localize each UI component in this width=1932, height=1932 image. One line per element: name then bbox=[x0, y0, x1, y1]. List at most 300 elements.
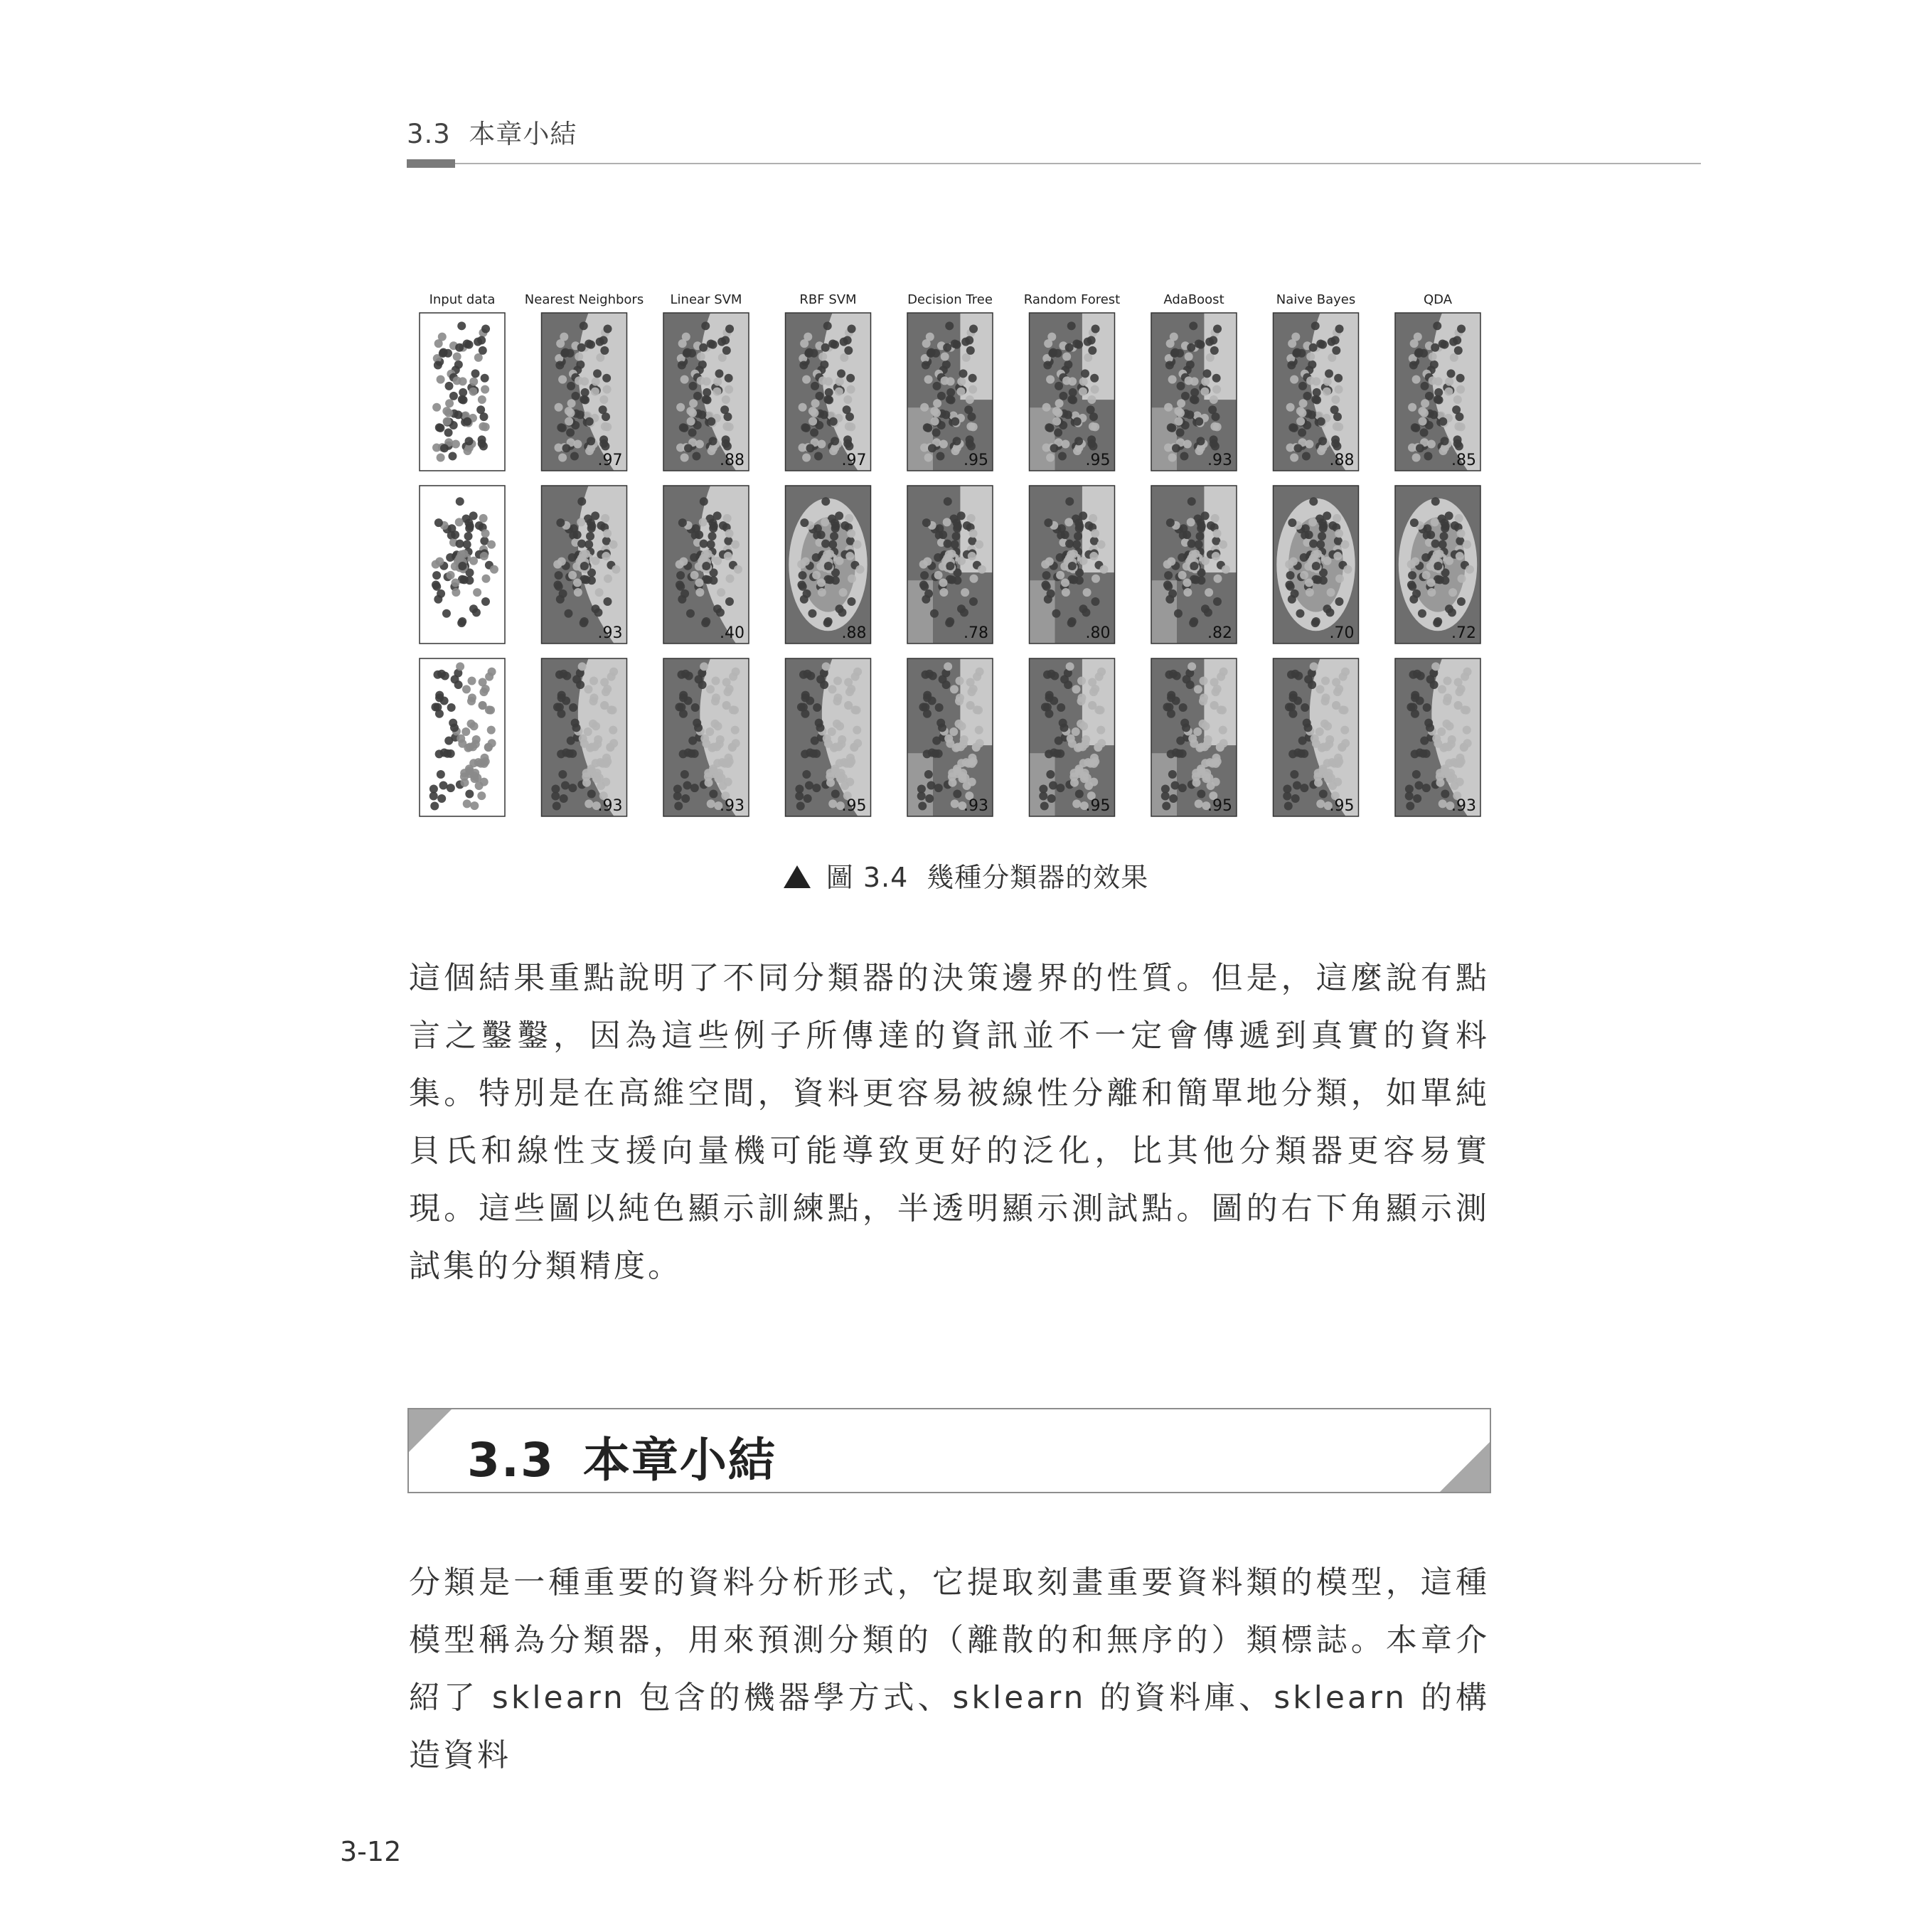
data-point bbox=[1408, 571, 1416, 580]
data-point bbox=[1455, 688, 1463, 696]
data-point bbox=[723, 442, 732, 450]
data-point bbox=[1310, 662, 1318, 671]
classifier-grid-svg bbox=[412, 288, 1493, 828]
data-point bbox=[718, 353, 727, 362]
column-title: RBF SVM bbox=[799, 292, 857, 307]
data-point bbox=[1172, 444, 1180, 452]
data-point bbox=[1218, 706, 1227, 715]
data-point bbox=[1456, 385, 1465, 394]
data-point bbox=[1183, 440, 1192, 449]
data-point bbox=[1335, 324, 1344, 333]
data-point bbox=[461, 727, 470, 736]
data-point bbox=[804, 333, 812, 341]
data-point bbox=[1420, 737, 1429, 745]
data-point bbox=[799, 361, 808, 369]
data-point bbox=[931, 417, 939, 426]
data-point bbox=[485, 673, 493, 681]
data-point bbox=[812, 784, 821, 792]
data-point bbox=[1165, 671, 1173, 679]
data-point bbox=[968, 374, 977, 383]
data-point bbox=[455, 518, 464, 526]
heading-corner-bottom-right bbox=[1440, 1442, 1490, 1492]
data-point bbox=[847, 757, 855, 766]
subplot bbox=[907, 658, 993, 816]
data-point bbox=[1409, 671, 1417, 679]
column-title: Input data bbox=[429, 292, 496, 307]
data-point bbox=[1075, 742, 1084, 751]
data-point bbox=[567, 399, 576, 407]
data-point bbox=[828, 685, 836, 693]
data-point bbox=[840, 521, 849, 530]
accuracy-score: .40 bbox=[720, 624, 744, 642]
data-point bbox=[477, 791, 486, 800]
data-point bbox=[1091, 529, 1099, 538]
data-point bbox=[802, 454, 811, 462]
data-point bbox=[688, 428, 697, 437]
data-point bbox=[689, 382, 698, 390]
data-point bbox=[437, 375, 445, 384]
data-point bbox=[824, 562, 833, 570]
data-point bbox=[1341, 540, 1350, 549]
data-point bbox=[436, 424, 444, 432]
data-point bbox=[855, 565, 864, 574]
data-point bbox=[1452, 405, 1461, 414]
data-point bbox=[451, 530, 459, 539]
data-point bbox=[1463, 726, 1471, 735]
data-point bbox=[553, 580, 562, 589]
data-point bbox=[1424, 452, 1432, 461]
data-point bbox=[469, 378, 478, 386]
data-point bbox=[480, 552, 489, 560]
data-point bbox=[812, 553, 821, 562]
data-point bbox=[1197, 522, 1206, 530]
data-point bbox=[967, 442, 976, 450]
data-point bbox=[481, 757, 490, 766]
data-point bbox=[695, 588, 704, 597]
data-point bbox=[592, 378, 600, 386]
data-point bbox=[1066, 662, 1074, 671]
data-point bbox=[572, 723, 581, 732]
data-point bbox=[1073, 417, 1082, 426]
data-point bbox=[1087, 336, 1096, 344]
data-point bbox=[585, 339, 593, 348]
column-title: Nearest Neighbors bbox=[524, 292, 644, 307]
data-point bbox=[679, 693, 688, 702]
data-point bbox=[677, 703, 685, 712]
data-point bbox=[1319, 522, 1328, 530]
data-point bbox=[695, 440, 704, 449]
data-point bbox=[1067, 619, 1076, 627]
data-point bbox=[1200, 677, 1208, 685]
data-point bbox=[1188, 662, 1196, 671]
data-point bbox=[845, 552, 854, 560]
data-point bbox=[1313, 395, 1321, 404]
data-point bbox=[934, 749, 943, 758]
data-point bbox=[823, 619, 832, 627]
body-paragraph-2: 分類是一種重要的資料分析形式，它提取刻畫重要資料類的模型，這種模型稱為分類器，用來預測分類的（離散的和無序的）類標誌。本章介紹了 sklearn 包含的機器學方式、sklearn 的資料庫、sklearn 的構造資料 bbox=[409, 1564, 1490, 1773]
data-point bbox=[1426, 578, 1435, 587]
data-point bbox=[1302, 452, 1311, 461]
data-point bbox=[922, 518, 931, 527]
data-point bbox=[1416, 444, 1424, 452]
data-point bbox=[434, 518, 443, 527]
data-point bbox=[453, 353, 461, 361]
data-point bbox=[1043, 671, 1052, 679]
data-point bbox=[922, 595, 930, 604]
data-point bbox=[917, 791, 926, 800]
data-point bbox=[927, 349, 935, 358]
data-point bbox=[1414, 333, 1422, 341]
data-point bbox=[1309, 497, 1318, 506]
data-point bbox=[700, 540, 708, 548]
data-point bbox=[698, 410, 706, 419]
data-point bbox=[715, 369, 724, 378]
data-point bbox=[1177, 382, 1185, 390]
data-point bbox=[1422, 749, 1431, 758]
data-point bbox=[1288, 595, 1296, 604]
data-point bbox=[1170, 333, 1178, 341]
data-point bbox=[457, 619, 466, 627]
data-point bbox=[434, 361, 442, 369]
data-point bbox=[813, 703, 821, 712]
data-point bbox=[845, 442, 853, 450]
data-point bbox=[1432, 735, 1441, 743]
data-point bbox=[1193, 727, 1202, 736]
data-point bbox=[964, 405, 973, 414]
data-point bbox=[587, 576, 596, 585]
data-point bbox=[686, 609, 695, 618]
data-point bbox=[921, 671, 929, 679]
data-point bbox=[707, 799, 715, 808]
data-point bbox=[586, 532, 594, 540]
data-point bbox=[578, 662, 587, 671]
data-point bbox=[1197, 576, 1205, 585]
data-point bbox=[1064, 361, 1072, 369]
data-point bbox=[845, 514, 853, 523]
data-point bbox=[560, 349, 569, 358]
data-point bbox=[1041, 580, 1050, 589]
data-point bbox=[435, 557, 444, 566]
data-point bbox=[1457, 529, 1466, 538]
data-point bbox=[1202, 769, 1211, 777]
data-point bbox=[732, 739, 740, 747]
data-point bbox=[1405, 791, 1414, 800]
accuracy-score: .95 bbox=[1329, 797, 1355, 815]
data-point bbox=[1431, 662, 1440, 671]
data-point bbox=[1431, 343, 1439, 352]
column-title: Linear SVM bbox=[670, 292, 742, 307]
data-point bbox=[1169, 794, 1178, 803]
data-point bbox=[1331, 395, 1340, 404]
data-point bbox=[1423, 703, 1431, 712]
subplot bbox=[907, 313, 993, 471]
data-point bbox=[943, 343, 951, 352]
data-point bbox=[555, 571, 563, 580]
data-point bbox=[1339, 673, 1347, 681]
accuracy-score: .95 bbox=[1085, 452, 1111, 469]
data-point bbox=[1306, 353, 1315, 361]
data-point bbox=[1077, 677, 1086, 685]
accuracy-score: .97 bbox=[841, 452, 867, 469]
data-point bbox=[486, 706, 495, 715]
data-point bbox=[1190, 562, 1198, 570]
data-point bbox=[1060, 562, 1069, 571]
data-point bbox=[817, 578, 826, 587]
data-point bbox=[1195, 339, 1203, 348]
data-point bbox=[684, 444, 693, 452]
data-point bbox=[595, 588, 604, 597]
data-point bbox=[1067, 735, 1075, 743]
data-point bbox=[1303, 392, 1311, 400]
data-point bbox=[1332, 346, 1340, 355]
data-point bbox=[840, 781, 849, 790]
data-point bbox=[1060, 723, 1069, 732]
data-point bbox=[1443, 677, 1452, 685]
data-point bbox=[1082, 735, 1090, 744]
data-point bbox=[609, 706, 617, 715]
data-point bbox=[1091, 385, 1099, 394]
data-point bbox=[1056, 571, 1064, 580]
data-point bbox=[1289, 557, 1298, 566]
data-point bbox=[591, 511, 599, 520]
data-point bbox=[804, 794, 812, 803]
data-point bbox=[1448, 735, 1456, 744]
data-point bbox=[1201, 378, 1210, 386]
data-point bbox=[1067, 321, 1076, 330]
data-point bbox=[932, 428, 941, 437]
data-point bbox=[1161, 791, 1170, 800]
data-point bbox=[1328, 353, 1336, 362]
data-point bbox=[847, 597, 855, 606]
data-point bbox=[444, 428, 453, 437]
data-point bbox=[487, 726, 496, 735]
accuracy-score: .88 bbox=[1329, 452, 1355, 469]
data-point bbox=[1462, 706, 1471, 715]
data-point bbox=[1451, 781, 1459, 790]
data-point bbox=[853, 540, 862, 549]
data-point bbox=[969, 529, 978, 538]
data-point bbox=[467, 697, 476, 705]
data-point bbox=[597, 781, 605, 790]
data-point bbox=[945, 321, 954, 330]
data-point bbox=[602, 688, 610, 696]
data-point bbox=[439, 349, 447, 358]
data-point bbox=[556, 518, 565, 527]
data-point bbox=[697, 376, 705, 385]
data-point bbox=[555, 361, 564, 369]
data-point bbox=[429, 791, 438, 800]
data-point bbox=[694, 723, 703, 732]
data-point bbox=[804, 349, 813, 358]
data-point bbox=[1406, 802, 1414, 811]
data-point bbox=[453, 376, 461, 385]
data-point bbox=[817, 440, 826, 449]
data-point bbox=[444, 737, 453, 745]
data-point bbox=[454, 681, 463, 689]
data-point bbox=[1075, 522, 1084, 530]
data-point bbox=[1084, 781, 1093, 790]
data-point bbox=[1188, 497, 1196, 506]
data-point bbox=[688, 737, 697, 745]
data-point bbox=[688, 409, 697, 417]
data-point bbox=[1289, 693, 1298, 702]
data-point bbox=[1340, 726, 1349, 735]
data-point bbox=[831, 789, 840, 798]
data-point bbox=[475, 781, 484, 790]
data-point bbox=[1463, 739, 1472, 747]
data-point bbox=[434, 595, 442, 604]
data-point bbox=[677, 671, 685, 679]
data-point bbox=[593, 369, 602, 378]
data-point bbox=[933, 382, 941, 390]
data-point bbox=[454, 410, 462, 419]
data-point bbox=[923, 749, 932, 758]
data-point bbox=[734, 565, 742, 574]
data-point bbox=[691, 703, 700, 712]
data-point bbox=[1178, 553, 1186, 562]
subplot bbox=[1030, 658, 1115, 816]
data-point bbox=[1042, 571, 1051, 580]
data-point bbox=[680, 424, 688, 432]
data-point bbox=[701, 619, 710, 627]
data-point bbox=[1308, 410, 1316, 419]
data-point bbox=[432, 571, 441, 580]
data-point bbox=[831, 522, 840, 530]
data-point bbox=[1450, 353, 1458, 362]
data-point bbox=[921, 703, 929, 712]
data-point bbox=[1167, 749, 1175, 758]
data-point bbox=[1441, 742, 1450, 751]
data-point bbox=[1304, 562, 1313, 571]
accuracy-score: .72 bbox=[1451, 624, 1476, 642]
data-point bbox=[719, 521, 727, 530]
data-point bbox=[1213, 575, 1222, 583]
data-point bbox=[603, 597, 612, 606]
accuracy-score: .93 bbox=[720, 797, 744, 815]
data-point bbox=[683, 349, 691, 358]
data-point bbox=[468, 677, 476, 685]
data-point bbox=[1453, 336, 1461, 344]
data-point bbox=[1072, 339, 1081, 348]
data-point bbox=[687, 417, 695, 426]
data-point bbox=[844, 346, 853, 355]
data-point bbox=[1191, 395, 1200, 404]
data-point bbox=[435, 693, 444, 702]
data-point bbox=[1429, 353, 1437, 361]
data-point bbox=[1174, 609, 1183, 618]
data-point bbox=[565, 417, 573, 426]
data-point bbox=[1440, 532, 1448, 540]
data-point bbox=[1072, 685, 1080, 693]
data-point bbox=[1195, 540, 1203, 549]
data-point bbox=[945, 619, 954, 627]
data-point bbox=[725, 374, 733, 383]
data-point bbox=[1316, 540, 1325, 549]
data-point bbox=[459, 395, 468, 404]
data-point bbox=[1453, 395, 1462, 404]
data-point bbox=[808, 609, 816, 618]
data-point bbox=[481, 374, 489, 383]
data-point bbox=[441, 671, 449, 680]
data-point bbox=[725, 597, 734, 606]
data-point bbox=[725, 575, 734, 583]
column-title: AdaBoost bbox=[1163, 292, 1224, 307]
data-point bbox=[690, 553, 698, 562]
data-point bbox=[816, 562, 825, 571]
data-point bbox=[1183, 578, 1191, 587]
accuracy-score: .95 bbox=[964, 452, 988, 469]
data-point bbox=[801, 749, 809, 758]
data-point bbox=[1300, 571, 1308, 580]
data-point bbox=[700, 735, 709, 743]
data-point bbox=[1083, 588, 1092, 597]
data-point bbox=[828, 339, 837, 348]
data-point bbox=[713, 378, 722, 386]
data-point bbox=[942, 681, 951, 689]
data-point bbox=[1457, 422, 1466, 431]
data-point bbox=[1421, 382, 1429, 390]
data-point bbox=[555, 403, 563, 412]
section-heading-number: 3.3 bbox=[467, 1433, 555, 1488]
data-point bbox=[591, 388, 599, 396]
data-point bbox=[951, 799, 959, 808]
data-point bbox=[920, 403, 929, 412]
data-point bbox=[1456, 374, 1465, 383]
data-point bbox=[1308, 361, 1316, 369]
data-point bbox=[481, 385, 489, 394]
data-point bbox=[697, 353, 705, 361]
data-point bbox=[471, 369, 480, 378]
data-point bbox=[1183, 562, 1191, 571]
data-point bbox=[713, 511, 722, 520]
data-point bbox=[922, 361, 930, 369]
data-point bbox=[1287, 671, 1296, 679]
data-point bbox=[1457, 757, 1466, 766]
data-point bbox=[488, 739, 496, 747]
data-point bbox=[593, 769, 602, 777]
data-point bbox=[1045, 749, 1053, 758]
data-point bbox=[1298, 428, 1306, 437]
data-point bbox=[1173, 671, 1181, 680]
data-point bbox=[1088, 346, 1096, 355]
data-point bbox=[1219, 540, 1227, 549]
data-point bbox=[1043, 361, 1052, 369]
data-point bbox=[1089, 688, 1098, 696]
data-point bbox=[708, 532, 717, 540]
data-point bbox=[1332, 701, 1340, 710]
data-point bbox=[1439, 447, 1448, 455]
data-point bbox=[710, 522, 718, 530]
data-point bbox=[683, 781, 691, 790]
data-point bbox=[443, 417, 452, 426]
data-point bbox=[1407, 580, 1416, 589]
data-point bbox=[957, 511, 966, 520]
data-point bbox=[1431, 518, 1439, 526]
data-point bbox=[820, 410, 828, 419]
data-point bbox=[956, 388, 965, 396]
data-point bbox=[481, 575, 490, 583]
data-point bbox=[577, 343, 586, 352]
data-point bbox=[1194, 685, 1202, 693]
data-point bbox=[1412, 454, 1421, 462]
data-point bbox=[1049, 781, 1057, 790]
data-point bbox=[1441, 437, 1449, 445]
data-point bbox=[821, 497, 830, 506]
data-point bbox=[1308, 518, 1317, 526]
data-point bbox=[1081, 369, 1089, 378]
data-point bbox=[823, 735, 831, 743]
data-point bbox=[1185, 376, 1193, 385]
